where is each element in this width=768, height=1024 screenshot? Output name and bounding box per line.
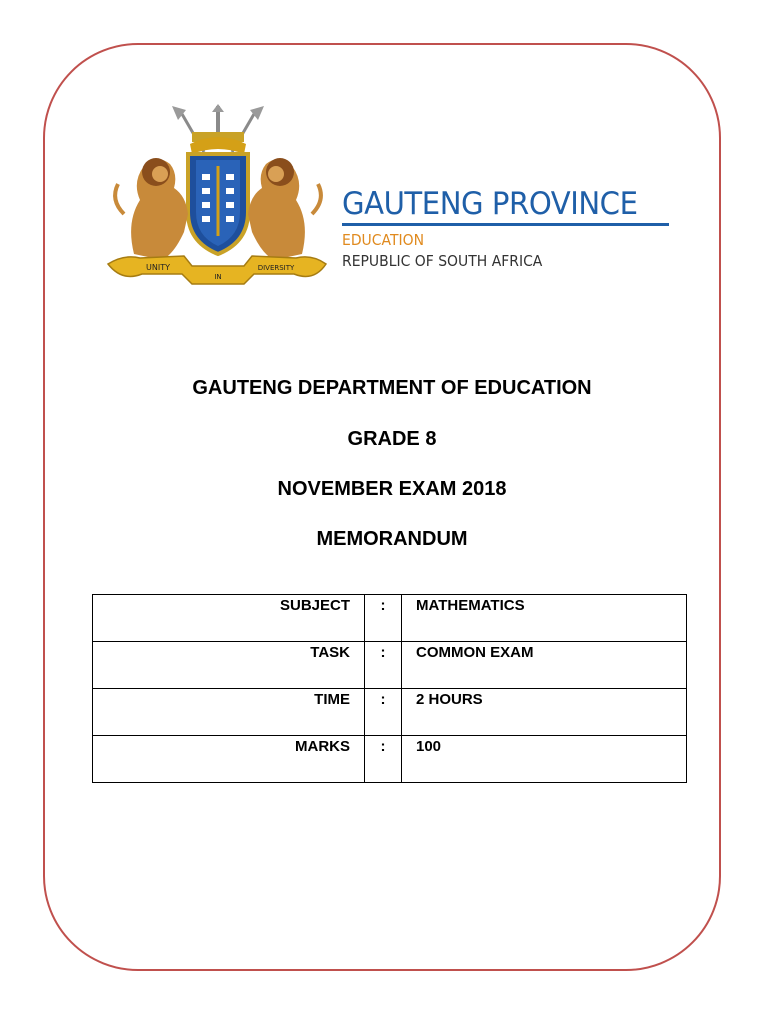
province-wordmark bbox=[342, 186, 669, 270]
department-name: EDUCATION bbox=[342, 231, 425, 249]
department-heading: GAUTENG DEPARTMENT OF EDUCATION bbox=[192, 377, 592, 399]
row-value: MATHEMATICS bbox=[402, 595, 687, 642]
row-label: TIME bbox=[93, 689, 365, 736]
document-type-heading: MEMORANDUM bbox=[316, 528, 468, 550]
motto-center-text: IN bbox=[214, 273, 222, 281]
row-separator: : bbox=[365, 736, 402, 783]
country-name: REPUBLIC OF SOUTH AFRICA bbox=[342, 252, 543, 270]
motto-left-text: UNITY bbox=[146, 263, 170, 272]
grade-heading: GRADE 8 bbox=[347, 428, 437, 450]
motto-right-text: DIVERSITY bbox=[257, 264, 295, 272]
exam-details-table bbox=[92, 594, 687, 783]
table-row bbox=[93, 736, 687, 783]
exam-heading: NOVEMBER EXAM 2018 bbox=[277, 478, 507, 500]
row-label: TASK bbox=[93, 642, 365, 689]
row-value: 100 bbox=[402, 736, 687, 783]
row-separator: : bbox=[365, 595, 402, 642]
row-value: 2 HOURS bbox=[402, 689, 687, 736]
row-label: MARKS bbox=[93, 736, 365, 783]
row-separator: : bbox=[365, 689, 402, 736]
row-separator: : bbox=[365, 642, 402, 689]
table-row bbox=[93, 689, 687, 736]
table-row bbox=[93, 642, 687, 689]
table-row bbox=[93, 595, 687, 642]
row-label: SUBJECT bbox=[93, 595, 365, 642]
province-name: GAUTENG PROVINCE bbox=[342, 186, 638, 222]
row-value: COMMON EXAM bbox=[402, 642, 687, 689]
coat-of-arms-logo bbox=[104, 104, 328, 286]
province-underline bbox=[342, 223, 669, 226]
